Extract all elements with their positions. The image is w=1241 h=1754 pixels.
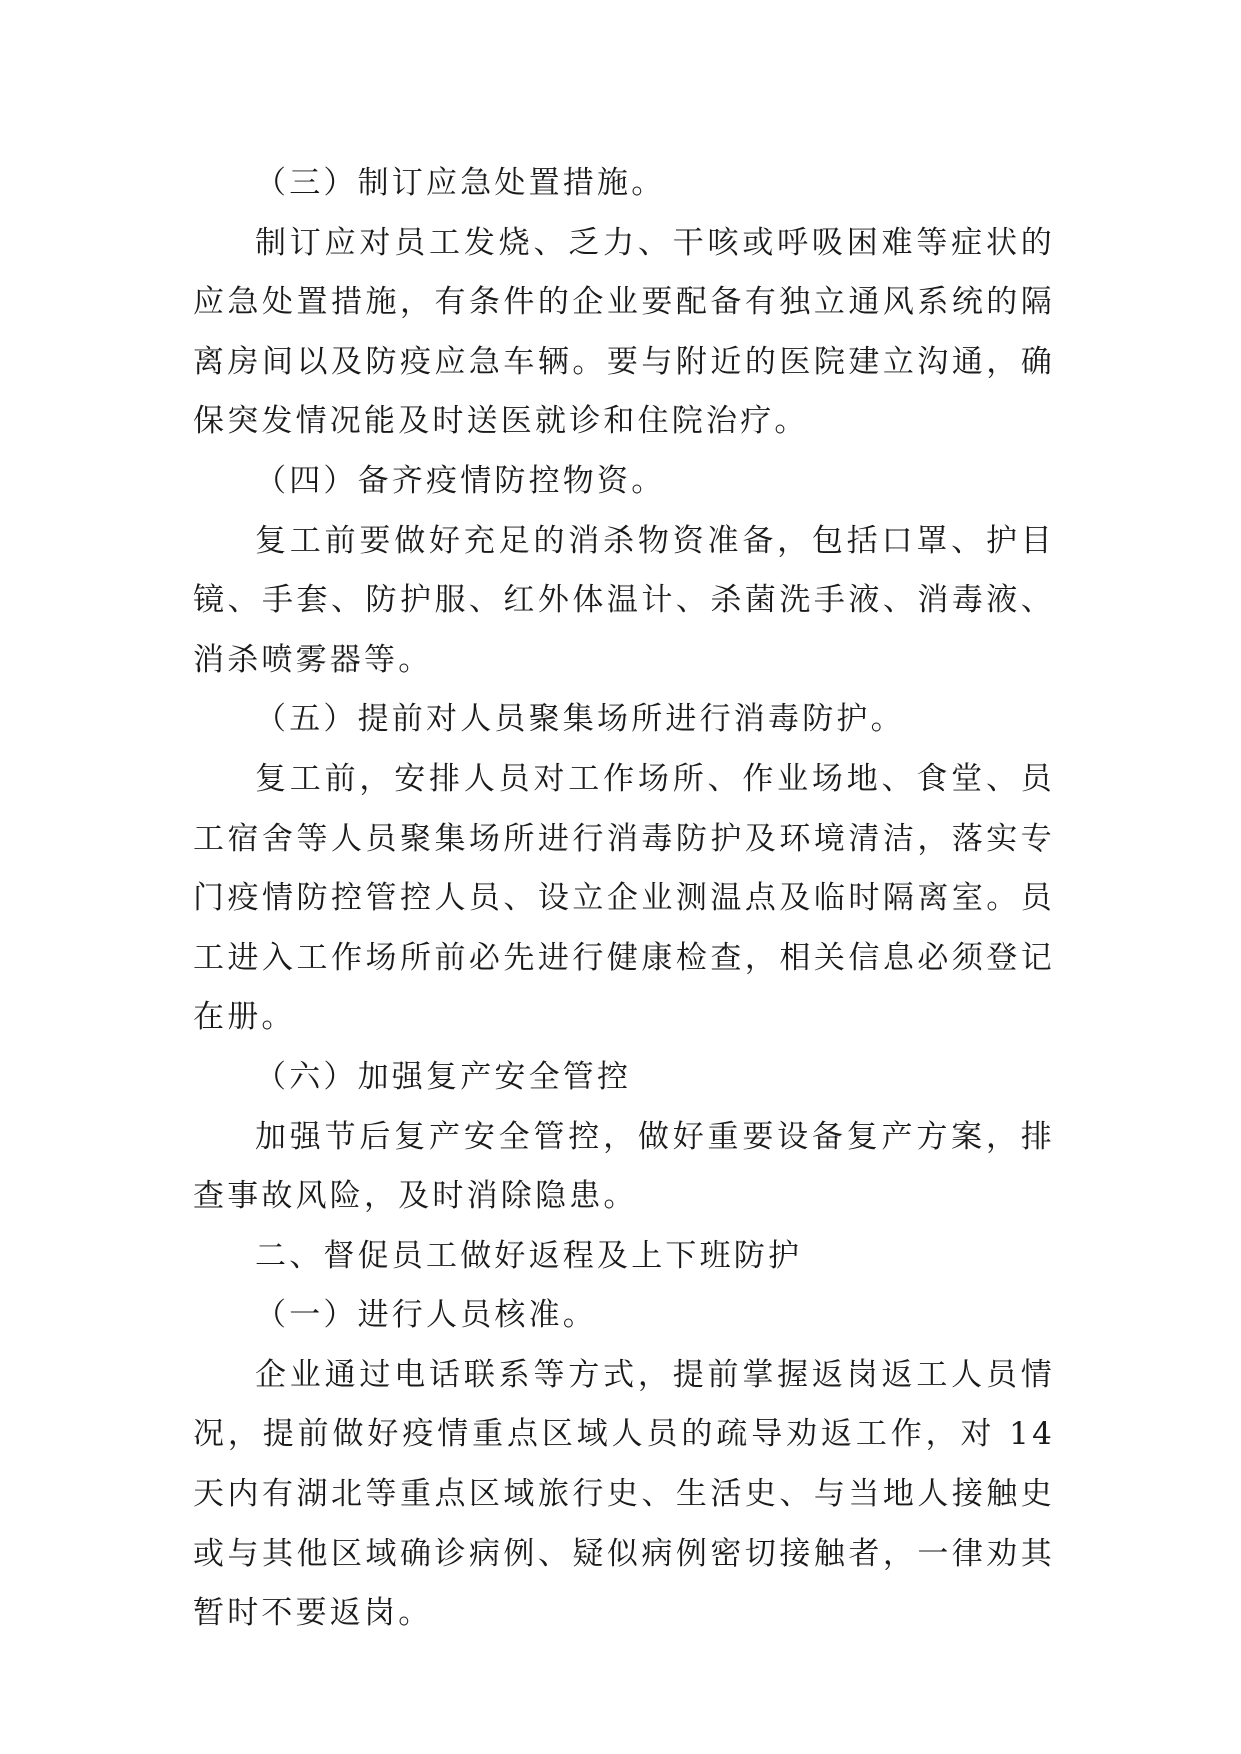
section-heading-5: （五）提前对人员聚集场所进行消毒防护。 xyxy=(255,701,905,738)
body-paragraph: 复工前，安排人员对工作场所、作业场地、食堂、员工宿舍等人员聚集场所进行消毒防护及环境清洁，落实专门疫情防控管控人员、设立企业测温点及临时隔离室。员工进入工作场所前必先进行健康检查，相关信息必须登记在册。 xyxy=(193,760,1055,1036)
body-paragraph: 加强节后复产安全管控，做好重要设备复产方案，排查事故风险，及时消除隐患。 xyxy=(193,1118,1055,1215)
body-paragraph: 企业通过电话联系等方式，提前掌握返岗返工人员情况，提前做好疫情重点区域人员的疏导劝返工作，对 14 天内有湖北等重点区域旅行史、生活史、与当地人接触史或与其他区域确诊病例、疑似病例密切接触者，一律劝其暂时不要返岗。 xyxy=(193,1356,1055,1632)
section-heading-4: （四）备齐疫情防控物资。 xyxy=(255,462,666,499)
section-heading-6: （六）加强复产安全管控 xyxy=(255,1058,632,1095)
body-paragraph: 制订应对员工发烧、乏力、干咳或呼吸困难等症状的应急处置措施，有条件的企业要配备有独立通风系统的隔离房间以及防疫应急车辆。要与附近的医院建立沟通，确保突发情况能及时送医就诊和住院治疗。 xyxy=(193,224,1055,440)
section-heading-3: （三）制订应急处置措施。 xyxy=(255,165,666,201)
body-paragraph: 复工前要做好充足的消杀物资准备，包括口罩、护目镜、手套、防护服、红外体温计、杀菌洗手液、消毒液、消杀喷雾器等。 xyxy=(193,522,1055,678)
chapter-heading-2: 二、督促员工做好返程及上下班防护 xyxy=(255,1237,803,1274)
document-body xyxy=(193,154,1055,1644)
section-heading-1: （一）进行人员核准。 xyxy=(255,1297,597,1334)
